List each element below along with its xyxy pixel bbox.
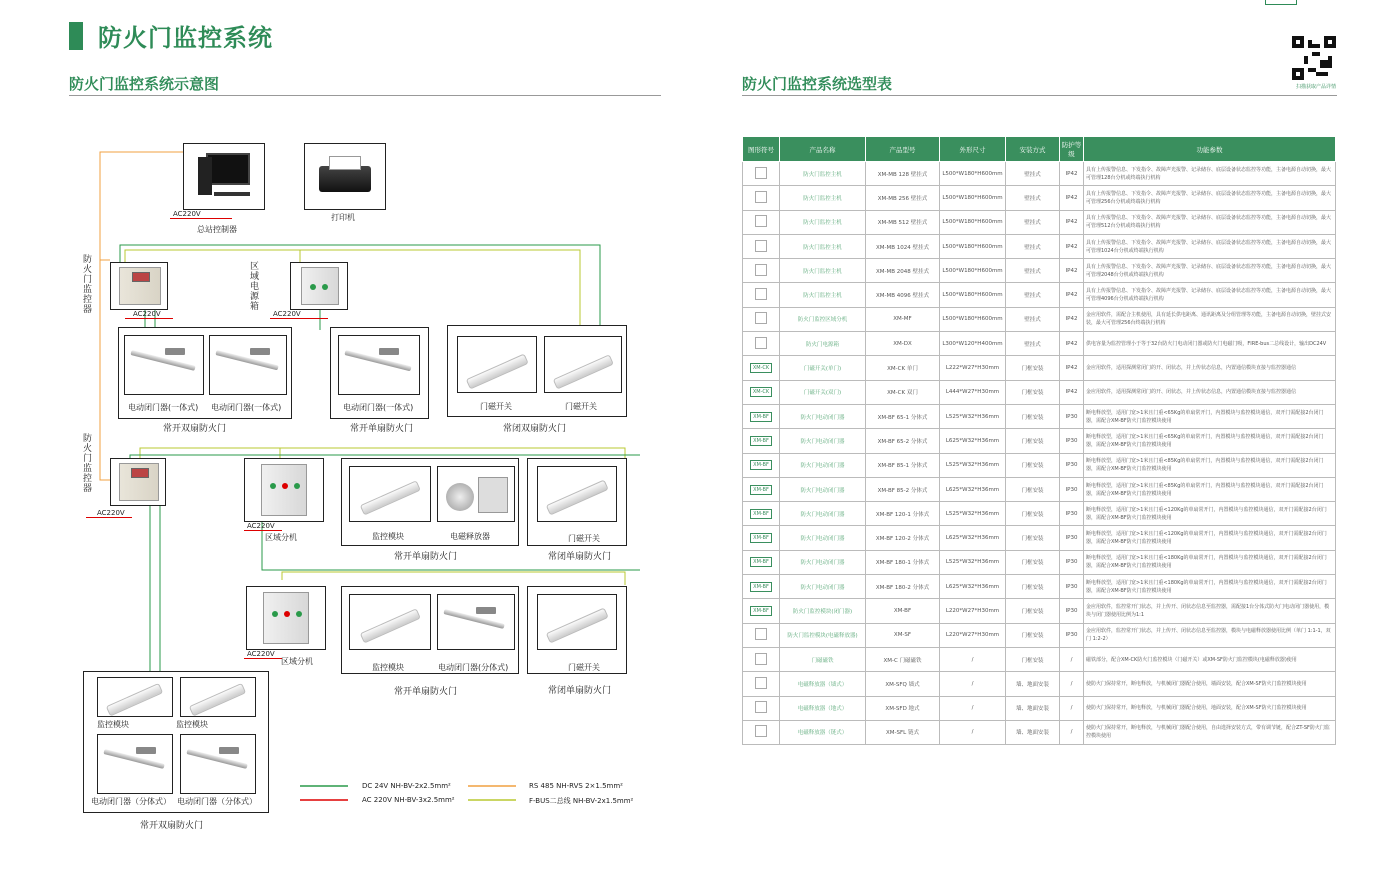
size-cell: L300*W120*H400mm — [940, 332, 1006, 356]
table-row — [743, 283, 1336, 307]
group-label: 常闭单扇防火门 — [548, 552, 612, 562]
ac220-label: AC220V — [173, 210, 201, 218]
model-cell: XM-DX — [866, 332, 940, 356]
symbol-cell — [743, 332, 780, 356]
name-cell: 防火门监控模块(电磁释放器) — [780, 623, 866, 647]
table-row — [743, 356, 1336, 380]
table-row — [743, 502, 1336, 526]
model-cell: XM-BF 65-2 分体式 — [866, 429, 940, 453]
product-symbol: XM-BF — [750, 533, 772, 543]
closer-label: 电动闭门器(一体式) — [128, 403, 199, 412]
group-closed-single-1 — [527, 458, 627, 546]
zone-split-1 — [244, 458, 324, 522]
product-symbol-icon — [755, 240, 767, 252]
size-cell: / — [940, 672, 1006, 696]
table-row — [743, 234, 1336, 258]
mount-cell: 门框安装 — [1006, 356, 1060, 380]
ip-cell: IP42 — [1060, 332, 1084, 356]
table-title: 防火门监控系统选型表 — [742, 75, 893, 93]
name-cell: 防火门电源箱 — [780, 332, 866, 356]
name-cell: 防火门电动闭门器 — [780, 453, 866, 477]
symbol-cell — [743, 429, 780, 453]
table-row — [743, 210, 1336, 234]
monitor-label-2: 防火门监控器 — [83, 434, 93, 494]
group-label: 常闭单扇防火门 — [548, 686, 612, 696]
mount-cell: 门框安装 — [1006, 575, 1060, 599]
table-row — [743, 477, 1336, 501]
size-cell: L625*W32*H36mm — [940, 526, 1006, 550]
monitor-label-1: 防火门监控器 — [83, 255, 93, 315]
size-cell: L625*W32*H36mm — [940, 477, 1006, 501]
mount-cell: 门框安装 — [1006, 453, 1060, 477]
fire-door-monitor-1 — [110, 262, 168, 310]
size-cell: / — [940, 696, 1006, 720]
group-open-double-1 — [118, 327, 292, 419]
header-function: 功能参数 — [1084, 137, 1336, 162]
name-cell: 防火门电动闭门器 — [780, 477, 866, 501]
ac220-label: AC220V — [273, 310, 301, 318]
symbol-cell — [743, 575, 780, 599]
header-symbol: 图形符号 — [743, 137, 780, 162]
symbol-cell — [743, 307, 780, 331]
size-cell: L222*W27*H30mm — [940, 356, 1006, 380]
size-cell: L500*W180*H600mm — [940, 162, 1006, 186]
name-cell: 防火门监控主机 — [780, 162, 866, 186]
name-cell: 防火门电动闭门器 — [780, 526, 866, 550]
table-row — [743, 404, 1336, 428]
group-closed-double-1 — [447, 325, 627, 417]
ip-cell: IP42 — [1060, 380, 1084, 404]
model-cell: XM-BF — [866, 599, 940, 623]
size-cell: L525*W32*H36mm — [940, 453, 1006, 477]
group-open-single-2 — [341, 458, 519, 546]
symbol-cell — [743, 356, 780, 380]
mount-cell: 壁挂式 — [1006, 234, 1060, 258]
mount-cell: 门框安装 — [1006, 623, 1060, 647]
symbol-cell — [743, 162, 780, 186]
product-symbol-icon — [755, 337, 767, 349]
closer-label: 电动闭门器（分体式） — [177, 797, 257, 806]
ip-cell: / — [1060, 672, 1084, 696]
product-symbol-icon — [755, 701, 767, 713]
model-cell: XM-MF — [866, 307, 940, 331]
mount-cell: 墙、地面安装 — [1006, 720, 1060, 744]
function-cell: 断电释放型，适用门宽>1米且门重<180Kg的单扇常开门，内置模块与监控模块通信，双开门需配接2台闭门器，需配合XM-BF防火门监控模块使用 — [1084, 575, 1336, 599]
page-title: 防火门监控系统 — [98, 24, 273, 52]
model-cell: XM-MB 128 壁挂式 — [866, 162, 940, 186]
symbol-cell — [743, 283, 780, 307]
product-symbol: XM-BF — [750, 557, 772, 567]
product-symbol-icon — [755, 725, 767, 737]
closer-label: 电动闭门器(分体式) — [438, 663, 509, 672]
monitor-module-label: 监控模块 — [97, 720, 129, 729]
group-label: 常开双扇防火门 — [140, 821, 204, 831]
ip-cell: IP30 — [1060, 526, 1084, 550]
size-cell: L525*W32*H36mm — [940, 502, 1006, 526]
table-row — [743, 550, 1336, 574]
function-cell: 断电释放型，适用门宽>1米且门重<120Kg的单扇常开门，内置模块与监控模块通信，双开门需配接2台闭门器，需配合XM-BF防火门监控模块使用 — [1084, 502, 1336, 526]
function-cell: 使防火门保持常开，断电释放，与机械闭门器配合使用，墙面安装，配合XM-SF防火门监控模块使用 — [1084, 672, 1336, 696]
symbol-cell — [743, 404, 780, 428]
size-cell: L500*W180*H600mm — [940, 234, 1006, 258]
ip-cell: IP30 — [1060, 575, 1084, 599]
table-row — [743, 672, 1336, 696]
mount-cell: 门框安装 — [1006, 502, 1060, 526]
name-cell: 防火门电动闭门器 — [780, 550, 866, 574]
group-label: 常开单扇防火门 — [394, 552, 458, 562]
function-cell: 具有上传报警信息、下发指令、故障声光报警、记录储存、底层设备状态监控等功能，主备电源自动切换，最大可管理128台分机或终端执行机构 — [1084, 162, 1336, 186]
symbol-cell — [743, 259, 780, 283]
page-corner-mark — [1265, 0, 1297, 5]
door-switch-label: 门磁开关 — [568, 663, 600, 672]
ip-cell: IP42 — [1060, 234, 1084, 258]
table-row — [743, 186, 1336, 210]
mount-cell: 壁挂式 — [1006, 162, 1060, 186]
mount-cell: 壁挂式 — [1006, 259, 1060, 283]
model-cell: XM-MB 2048 壁挂式 — [866, 259, 940, 283]
model-cell: XM-BF 65-1 分体式 — [866, 404, 940, 428]
group-label: 常开双扇防火门 — [163, 424, 227, 434]
product-symbol: XM-CK — [750, 363, 772, 373]
name-cell: 门磁开关(单门) — [780, 356, 866, 380]
model-cell: XM-MB 512 壁挂式 — [866, 210, 940, 234]
table-row — [743, 307, 1336, 331]
table-row — [743, 599, 1336, 623]
model-cell: XM-BF 85-1 分体式 — [866, 453, 940, 477]
function-cell: 磁铁部分，配合XM-CK防火门监控模块（门磁开关）或XM-SF防火门监控模块(电磁释放器)使用 — [1084, 647, 1336, 671]
group-open-single-1 — [330, 327, 429, 419]
name-cell: 防火门监控主机 — [780, 259, 866, 283]
symbol-cell — [743, 210, 780, 234]
product-symbol-icon — [755, 677, 767, 689]
symbol-cell — [743, 550, 780, 574]
ip-cell: IP42 — [1060, 259, 1084, 283]
group-label: 常开单扇防火门 — [394, 687, 458, 697]
ip-cell: IP30 — [1060, 599, 1084, 623]
product-symbol: XM-BF — [750, 436, 772, 446]
table-row — [743, 380, 1336, 404]
diagram-title: 防火门监控系统示意图 — [69, 75, 220, 93]
zone-split-label: 区域分机 — [265, 533, 297, 542]
product-symbol: XM-BF — [750, 582, 772, 592]
ac220-label: AC220V — [97, 509, 125, 517]
table-row — [743, 453, 1336, 477]
function-cell: 断电释放型，适用门宽>1米且门重<85Kg的单扇常开门，内置模块与监控模块通信，双开门需配接2台闭门器，需配合XM-BF防火门监控模块使用 — [1084, 477, 1336, 501]
table-row — [743, 526, 1336, 550]
name-cell: 门磁开关(双门) — [780, 380, 866, 404]
selection-table — [742, 136, 1336, 745]
model-cell: XM-MB 4096 壁挂式 — [866, 283, 940, 307]
mount-cell: 门框安装 — [1006, 647, 1060, 671]
function-cell: 金应用软件，监控常开门状态，并上传开、闭状态信息至监控器，模块与电磁释放器使用比例（单门 1:1-1，双门 1:2-2） — [1084, 623, 1336, 647]
qr-code-icon[interactable] — [1292, 36, 1336, 80]
function-cell: 金应用软件，需配合主机使用，具有延长供电距离、通讯距离及分组管理等功能，主备电源自动切换，壁挂式安装，最大可管理256台终端执行机构 — [1084, 307, 1336, 331]
size-cell: L500*W180*H600mm — [940, 210, 1006, 234]
function-cell: 使防火门保持常开，断电释放，与机械闭门器配合使用，地面安装，配合XM-SF防火门监控模块使用 — [1084, 696, 1336, 720]
ip-cell: IP30 — [1060, 404, 1084, 428]
function-cell: 具有上传报警信息、下发指令、故障声光报警、记录储存、底层设备状态监控等功能，主备电源自动切换，最大可管理512台分机或终端执行机构 — [1084, 210, 1336, 234]
table-row — [743, 696, 1336, 720]
monitor-icon — [206, 153, 250, 185]
symbol-cell — [743, 186, 780, 210]
closer-label: 电动闭门器（分体式） — [91, 797, 171, 806]
mount-cell: 墙、地面安装 — [1006, 672, 1060, 696]
model-cell: XM-MB 1024 壁挂式 — [866, 234, 940, 258]
symbol-cell — [743, 477, 780, 501]
product-symbol-icon — [755, 191, 767, 203]
product-symbol: XM-CK — [750, 387, 772, 397]
symbol-cell — [743, 453, 780, 477]
mount-cell: 壁挂式 — [1006, 210, 1060, 234]
product-symbol-icon — [755, 288, 767, 300]
product-symbol-icon — [755, 628, 767, 640]
ac220-label: AC220V — [133, 310, 161, 318]
table-title-rule — [742, 95, 1337, 96]
header-mount: 安装方式 — [1006, 137, 1060, 162]
ip-cell: IP42 — [1060, 356, 1084, 380]
product-symbol-icon — [755, 167, 767, 179]
size-cell: L220*W27*H30mm — [940, 599, 1006, 623]
table-row — [743, 162, 1336, 186]
function-cell: 断电释放型，适用门宽>1米且门重<85Kg的单扇常开门，内置模块与监控模块通信，双开门需配接2台闭门器，需配合XM-BF防火门监控模块使用 — [1084, 453, 1336, 477]
mount-cell: 门框安装 — [1006, 404, 1060, 428]
table-row — [743, 259, 1336, 283]
product-symbol: XM-BF — [750, 460, 772, 470]
table-row — [743, 720, 1336, 744]
name-cell: 防火门电动闭门器 — [780, 575, 866, 599]
model-cell: XM-CK 双门 — [866, 380, 940, 404]
header-model: 产品型号 — [866, 137, 940, 162]
function-cell: 断电释放型，适用门宽>1米且门重<65Kg的单扇常开门，内置模块与监控模块通信，双开门需配接2台闭门器，需配合XM-BF防火门监控模块使用 — [1084, 429, 1336, 453]
mount-cell: 壁挂式 — [1006, 332, 1060, 356]
model-cell: XM-C 门磁磁铁 — [866, 647, 940, 671]
mount-cell: 壁挂式 — [1006, 186, 1060, 210]
table-row — [743, 575, 1336, 599]
size-cell: L500*W180*H600mm — [940, 307, 1006, 331]
group-open-single-3 — [341, 586, 519, 674]
size-cell: L500*W180*H600mm — [940, 259, 1006, 283]
name-cell: 防火门监控主机 — [780, 186, 866, 210]
size-cell: L500*W180*H600mm — [940, 186, 1006, 210]
ip-cell: IP30 — [1060, 502, 1084, 526]
ac220-label: AC220V — [247, 650, 275, 658]
product-symbol: XM-BF — [750, 509, 772, 519]
symbol-cell — [743, 526, 780, 550]
name-cell: 电磁释放器（链式） — [780, 720, 866, 744]
mount-cell: 门框安装 — [1006, 526, 1060, 550]
header-ip: 防护等级 — [1060, 137, 1084, 162]
function-cell: 具有上传报警信息、下发指令、故障声光报警、记录储存、底层设备状态监控等功能，主备电源自动切换，最大可管理2048台分机或终端执行机构 — [1084, 259, 1336, 283]
function-cell: 使防火门保持常开，断电释放，与机械闭门器配合使用，自由选择安装方式，带有调节链，配合ZT-SF防火门监控模块使用 — [1084, 720, 1336, 744]
ip-cell: IP42 — [1060, 210, 1084, 234]
function-cell: 金应用软件，适用探测常闭门的开、闭状态，并上传状态信息，内置通信模块直接与监控器通信 — [1084, 380, 1336, 404]
ip-cell: IP42 — [1060, 283, 1084, 307]
name-cell: 电磁释放器（墙式） — [780, 672, 866, 696]
name-cell: 防火门监控主机 — [780, 210, 866, 234]
symbol-cell — [743, 502, 780, 526]
printer-box — [304, 143, 386, 210]
mount-cell: 门框安装 — [1006, 599, 1060, 623]
model-cell: XM-MB 256 壁挂式 — [866, 186, 940, 210]
symbol-cell — [743, 234, 780, 258]
name-cell: 防火门电动闭门器 — [780, 502, 866, 526]
symbol-cell — [743, 647, 780, 671]
monitor-module-label: 监控模块 — [372, 663, 404, 672]
function-cell: 断电释放型，适用门宽>1米且门重<65Kg的单扇常开门，内置模块与监控模块通信，双开门需配接2台闭门器，需配合XM-BF防火门监控模块使用 — [1084, 404, 1336, 428]
name-cell: 防火门监控模块(闭门器) — [780, 599, 866, 623]
closer-label: 电动闭门器(一体式) — [343, 403, 414, 412]
door-switch-label: 门磁开关 — [568, 534, 600, 543]
model-cell: XM-BF 120-1 分体式 — [866, 502, 940, 526]
pc-tower-icon — [198, 157, 212, 195]
group-label: 常开单扇防火门 — [350, 424, 414, 434]
ac220-label: AC220V — [247, 522, 275, 530]
symbol-cell — [743, 599, 780, 623]
zone-split-2 — [246, 586, 326, 650]
ip-cell: IP42 — [1060, 307, 1084, 331]
function-cell: 断电释放型，适用门宽>1米且门重<120Kg的单扇常开门，内置模块与监控模块通信，双开门需配接2台闭门器，需配合XM-BF防火门监控模块使用 — [1084, 526, 1336, 550]
size-cell: L444*W27*H30mm — [940, 380, 1006, 404]
model-cell: XM-SFD 地式 — [866, 696, 940, 720]
product-symbol-icon — [755, 264, 767, 276]
model-cell: XM-BF 85-2 分体式 — [866, 477, 940, 501]
ip-cell: / — [1060, 720, 1084, 744]
monitor-module-label: 监控模块 — [372, 532, 404, 541]
size-cell: L525*W32*H36mm — [940, 404, 1006, 428]
host-label: 总站控制器 — [197, 225, 237, 234]
size-cell: L625*W32*H36mm — [940, 429, 1006, 453]
name-cell: 电磁释放器（地式） — [780, 696, 866, 720]
ip-cell: IP30 — [1060, 623, 1084, 647]
product-symbol-icon — [755, 653, 767, 665]
name-cell: 防火门电动闭门器 — [780, 429, 866, 453]
symbol-cell — [743, 720, 780, 744]
keyboard-icon — [214, 192, 250, 196]
model-cell: XM-CK 单门 — [866, 356, 940, 380]
ip-cell: IP30 — [1060, 453, 1084, 477]
printer-label: 打印机 — [331, 213, 355, 222]
mount-cell: 墙、地面安装 — [1006, 696, 1060, 720]
model-cell: XM-SF — [866, 623, 940, 647]
header-size: 外形尺寸 — [940, 137, 1006, 162]
group-label: 常闭双扇防火门 — [503, 424, 567, 434]
size-cell: L220*W27*H30mm — [940, 623, 1006, 647]
function-cell: 断电释放型，适用门宽>1米且门重<180Kg的单扇常开门，内置模块与监控模块通信，双开门需配接2台闭门器，需配合XM-BF防火门监控模块使用 — [1084, 550, 1336, 574]
mount-cell: 门框安装 — [1006, 477, 1060, 501]
group-closed-single-2 — [527, 586, 627, 674]
legend-fbus: F-BUS二总线 NH-BV-2x1.5mm² — [529, 797, 634, 805]
product-symbol-icon — [755, 215, 767, 227]
legend-dc: DC 24V NH-BV-2x2.5mm² — [362, 782, 451, 790]
size-cell: L525*W32*H36mm — [940, 550, 1006, 574]
symbol-cell — [743, 623, 780, 647]
name-cell: 门磁磁铁 — [780, 647, 866, 671]
mount-cell: 门框安装 — [1006, 380, 1060, 404]
size-cell: / — [940, 647, 1006, 671]
ip-cell: IP42 — [1060, 186, 1084, 210]
size-cell: / — [940, 720, 1006, 744]
qr-caption: 扫描获取产品详情 — [1295, 84, 1336, 90]
table-header-row — [743, 137, 1336, 162]
name-cell: 防火门监控主机 — [780, 234, 866, 258]
group-open-double-2 — [83, 671, 269, 813]
mount-cell: 壁挂式 — [1006, 283, 1060, 307]
symbol-cell — [743, 672, 780, 696]
function-cell: 供电容量为监控管理小于等于32台防火门电动闭门器或防火门电磁门吸，FIRE-bus二总线设计，输出DC24V — [1084, 332, 1336, 356]
model-cell: XM-SFQ 墙式 — [866, 672, 940, 696]
mount-cell: 壁挂式 — [1006, 307, 1060, 331]
model-cell: XM-BF 180-1 分体式 — [866, 550, 940, 574]
ip-cell: IP30 — [1060, 429, 1084, 453]
symbol-cell — [743, 696, 780, 720]
function-cell: 具有上传报警信息、下发指令、故障声光报警、记录储存、底层设备状态监控等功能，主备电源自动切换，最大可管理1024台分机或终端执行机构 — [1084, 234, 1336, 258]
door-switch-label: 门磁开关 — [480, 402, 512, 411]
mount-cell: 门框安装 — [1006, 429, 1060, 453]
model-cell: XM-SFL 链式 — [866, 720, 940, 744]
zone-power-box — [290, 262, 348, 310]
door-switch-label: 门磁开关 — [565, 402, 597, 411]
size-cell: L500*W180*H600mm — [940, 283, 1006, 307]
function-cell: 金应用软件，监控常开门状态，并上传开、闭状态信息至监控器，需配接1台分体式防火门电动闭门器使用，模块与闭门器使用比例为1:1 — [1084, 599, 1336, 623]
ip-cell: IP30 — [1060, 477, 1084, 501]
function-cell: 金应用软件，适用探测常闭门的开、闭状态，并上传状态信息，内置通信模块直接与监控器通信 — [1084, 356, 1336, 380]
ip-cell: / — [1060, 647, 1084, 671]
product-symbol: XM-BF — [750, 485, 772, 495]
mag-release-label: 电磁释放器 — [450, 532, 490, 541]
function-cell: 具有上传报警信息、下发指令、故障声光报警、记录储存、底层设备状态监控等功能，主备电源自动切换，最大可管理4096台分机或终端执行机构 — [1084, 283, 1336, 307]
product-symbol: XM-BF — [750, 412, 772, 422]
table-row — [743, 332, 1336, 356]
ip-cell: IP30 — [1060, 550, 1084, 574]
name-cell: 防火门电动闭门器 — [780, 404, 866, 428]
product-symbol: XM-BF — [750, 606, 772, 616]
name-cell: 防火门监控区域分机 — [780, 307, 866, 331]
host-controller-box — [183, 143, 265, 210]
closer-label: 电动闭门器(一体式) — [211, 403, 282, 412]
legend-rs485: RS 485 NH-RVS 2×1.5mm² — [529, 782, 623, 790]
table-row — [743, 647, 1336, 671]
table-row — [743, 623, 1336, 647]
legend-ac: AC 220V NH-BV-3x2.5mm² — [362, 796, 455, 804]
header-name: 产品名称 — [780, 137, 866, 162]
mount-cell: 门框安装 — [1006, 550, 1060, 574]
symbol-cell — [743, 380, 780, 404]
model-cell: XM-BF 120-2 分体式 — [866, 526, 940, 550]
size-cell: L625*W32*H36mm — [940, 575, 1006, 599]
zone-power-label: 区域电源箱 — [250, 262, 260, 312]
name-cell: 防火门监控主机 — [780, 283, 866, 307]
function-cell: 具有上传报警信息、下发指令、故障声光报警、记录储存、底层设备状态监控等功能，主备电源自动切换，最大可管理256台分机或终端执行机构 — [1084, 186, 1336, 210]
zone-split-label: 区域分机 — [281, 657, 313, 666]
monitor-module-label: 监控模块 — [176, 720, 208, 729]
ip-cell: / — [1060, 696, 1084, 720]
ip-cell: IP42 — [1060, 162, 1084, 186]
fire-door-monitor-2 — [110, 458, 166, 506]
table-row — [743, 429, 1336, 453]
model-cell: XM-BF 180-2 分体式 — [866, 575, 940, 599]
product-symbol-icon — [755, 312, 767, 324]
